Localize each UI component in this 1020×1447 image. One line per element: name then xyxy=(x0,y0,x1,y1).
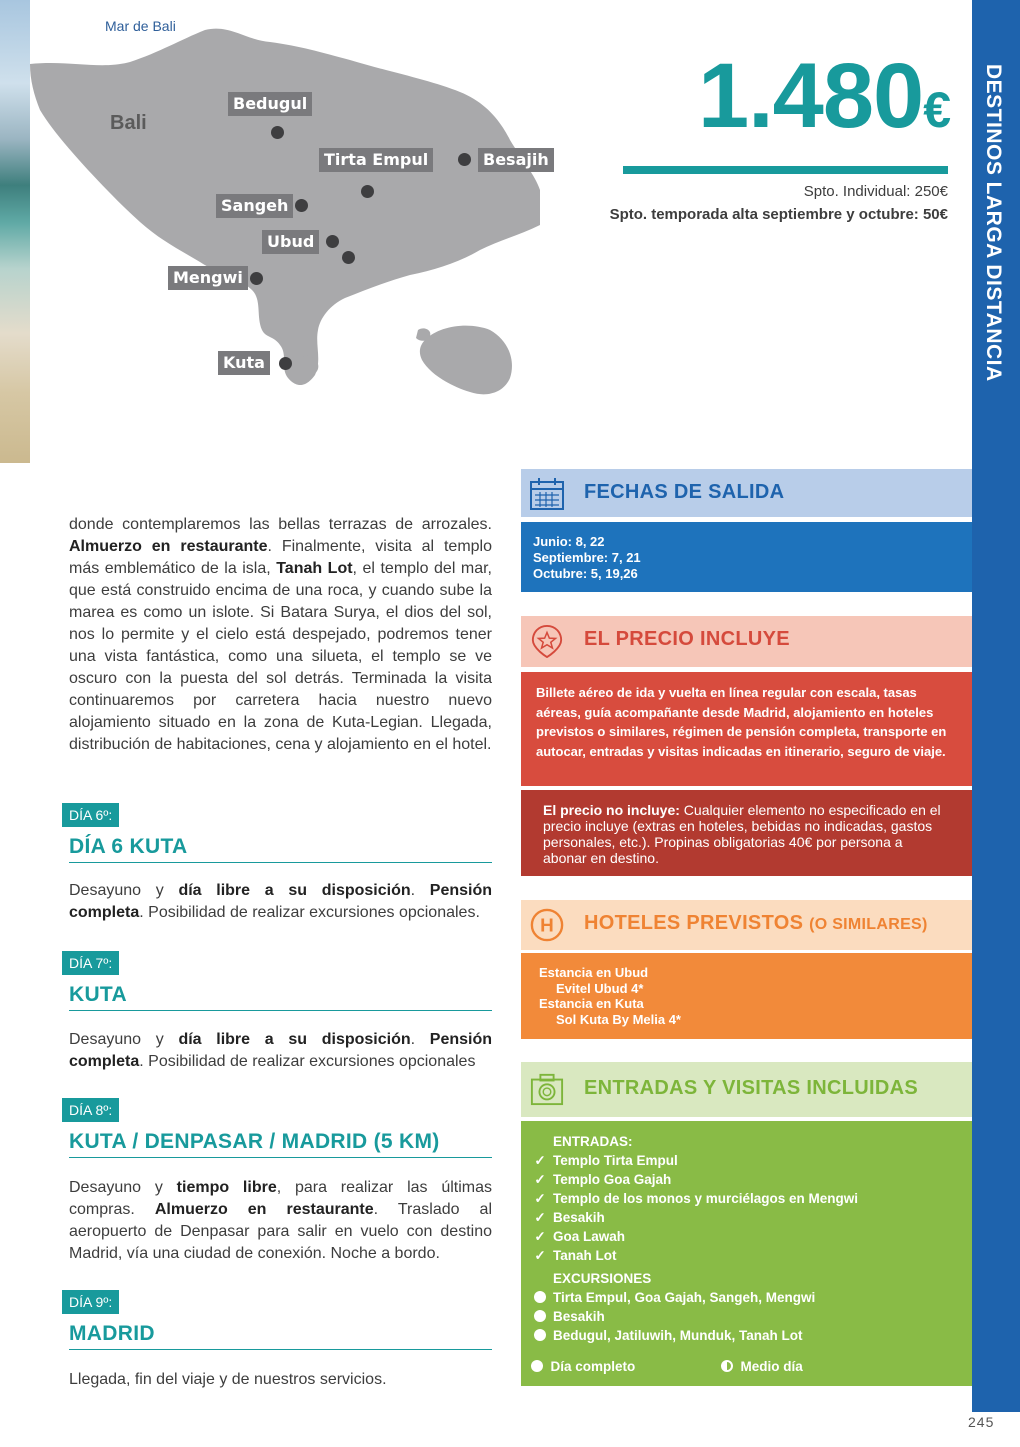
day-paragraph xyxy=(69,1177,492,1265)
dates-header xyxy=(521,469,972,517)
list-item xyxy=(531,1288,962,1307)
excursions-label: EXCURSIONES xyxy=(553,1271,652,1286)
excursion-name: Tirta Empul, Goa Gajah, Sangeh, Mengwi xyxy=(553,1290,816,1305)
list-item xyxy=(531,1151,962,1170)
island-label: Bali xyxy=(110,112,147,134)
price-amount: 1.480 xyxy=(697,45,924,147)
text: , el templo del mar, que está construido encima de una roca, y cuando sube la marea es como un islote. Si Batara Surya, el dios del sol, nos lo permite y el cielo está despejado, podremos tener una vista fantástica, como una silueta, el templo se ve oscuro con la puesta del sol detrás. Terminada la visita continuaremos por carretera hacia nuestro nuevo alojamiento situado en la zona de Kuta-Legian. Llegada, distribución de habitaciones, cena y alojamiento en el hotel. xyxy=(69,560,493,753)
entry-name: Goa Lawah xyxy=(553,1229,626,1244)
side-band-text xyxy=(972,0,1020,400)
bold-text: Almuerzo en restaurante xyxy=(69,538,268,555)
entry-name: Templo de los monos y murciélagos en Mengwi xyxy=(553,1191,859,1206)
day-title: MADRID xyxy=(69,1322,492,1350)
hotels-title xyxy=(584,912,928,935)
supplement-high-season: Spto. temporada alta septiembre y octubre: 50€ xyxy=(609,206,948,223)
visits-panel xyxy=(521,1121,972,1386)
price-currency: € xyxy=(923,82,950,138)
text: donde contemplaremos las bellas terrazas de arrozales. xyxy=(69,516,492,533)
bold-text: día libre a su disposición xyxy=(178,882,411,899)
camera-icon xyxy=(529,1072,565,1106)
text: Desayuno y xyxy=(69,1031,179,1048)
day-title: KUTA xyxy=(69,983,492,1011)
calendar-icon xyxy=(529,477,565,511)
price-divider xyxy=(623,166,948,174)
map-marker-besakih xyxy=(458,153,471,166)
list-item xyxy=(531,1227,962,1246)
entry-name: Templo Tirta Empul xyxy=(553,1153,678,1168)
map-label-mengwi: Mengwi xyxy=(168,266,248,290)
visits-header xyxy=(521,1062,972,1117)
not-included-panel xyxy=(521,790,972,876)
text: Desayuno y xyxy=(69,882,179,899)
entry-name: Besakih xyxy=(553,1210,605,1225)
not-included-text: Cualquier elemento no especificado en el precio incluye (extras en hoteles, bebidas no indicadas, gastos personales, etc.). Propinas obligatorias 40€ por persona a abonar en destino. xyxy=(543,802,941,866)
map-label-sangeh: Sangeh xyxy=(216,194,293,218)
check-icon: ✓ xyxy=(534,1191,546,1206)
hotel-line: Estancia en Ubud xyxy=(539,965,649,980)
day-tag: DÍA 9º: xyxy=(62,1290,119,1314)
map-marker-sangeh xyxy=(295,199,308,212)
includes-title: EL PRECIO INCLUYE xyxy=(584,628,790,650)
hotel-line: Estancia en Kuta xyxy=(539,996,644,1011)
legend-full-label: Día completo xyxy=(550,1359,636,1374)
day-tag: DÍA 6º: xyxy=(62,803,119,827)
map-label-tirta-empul: Tirta Empul xyxy=(319,148,433,172)
day-tag: DÍA 7º: xyxy=(62,951,119,975)
check-icon: ✓ xyxy=(534,1229,546,1244)
date-line: Septiembre: 7, 21 xyxy=(533,550,641,565)
map-marker-mengwi xyxy=(250,272,263,285)
day-title: DÍA 6 KUTA xyxy=(69,835,492,863)
text: . Traslado al aeropuerto de Denpasar para salir en vuelo con destino Madrid, vía una ciudad de conexión. Noche a bordo. xyxy=(69,1201,493,1262)
bold-text: Tanah Lot xyxy=(276,560,353,577)
map-marker-ubud xyxy=(326,235,339,248)
map-label-ubud: Ubud xyxy=(262,230,319,254)
day-paragraph xyxy=(69,1369,492,1391)
hotel-line: Evitel Ubud 4* xyxy=(556,980,644,996)
day-paragraph xyxy=(69,880,492,924)
bold-text: Almuerzo en restaurante xyxy=(154,1201,374,1218)
legend-half-label: Medio día xyxy=(740,1359,803,1374)
hotels-title-main: HOTELES PREVISTOS xyxy=(584,912,804,934)
list-item xyxy=(531,1170,962,1189)
hotel-h-icon xyxy=(529,908,565,942)
intro-paragraph xyxy=(69,514,492,756)
check-icon: ✓ xyxy=(534,1210,546,1225)
map-marker-goa-gajah xyxy=(342,251,355,264)
list-item xyxy=(531,1326,962,1345)
full-day-marker xyxy=(531,1326,549,1345)
half-day-icon xyxy=(721,1360,733,1372)
map-label-kuta: Kuta xyxy=(218,351,270,375)
hotels-header xyxy=(521,900,972,950)
text: . Posibilidad de realizar excursiones opcionales xyxy=(139,1053,476,1070)
bold-text: tiempo libre xyxy=(176,1179,277,1196)
not-included-label: El precio no incluye: xyxy=(543,802,680,818)
full-day-icon xyxy=(531,1360,543,1372)
bold-text: Pensión completa xyxy=(69,882,493,921)
full-day-icon xyxy=(534,1310,546,1322)
beach-photo xyxy=(0,0,30,463)
list-item xyxy=(531,1189,962,1208)
excursion-name: Bedugul, Jatiluwih, Munduk, Tanah Lot xyxy=(553,1328,803,1343)
day-tag: DÍA 8º: xyxy=(62,1098,119,1122)
dates-panel xyxy=(521,522,972,592)
svg-text:H: H xyxy=(540,915,554,937)
day-title: KUTA / DENPASAR / MADRID (5 KM) xyxy=(69,1130,492,1158)
map-marker-tirta-empul xyxy=(361,185,374,198)
list-item xyxy=(531,1307,962,1326)
full-day-marker xyxy=(531,1288,549,1307)
includes-header xyxy=(521,616,972,667)
full-day-icon xyxy=(534,1329,546,1341)
list-item xyxy=(531,1246,962,1265)
list-item xyxy=(531,1208,962,1227)
includes-panel: Billete aéreo de ida y vuelta en línea regular con escala, tasas aéreas, guía acompañante desde Madrid, alojamiento en hoteles previstos o similares, régimen de pensión completa, transporte en autocar, entradas y visitas indicadas en itinerario, seguro de viaje. xyxy=(521,672,972,786)
text: Llegada, fin del viaje y de nuestros servicios. xyxy=(69,1371,387,1388)
hotels-panel xyxy=(521,953,972,1039)
text: , para realizar las últimas compras. xyxy=(69,1179,493,1218)
date-line: Junio: 8, 22 xyxy=(533,534,605,549)
visits-title: ENTRADAS Y VISITAS INCLUIDAS xyxy=(584,1077,918,1099)
map-label-besakih: Besajih xyxy=(478,148,554,172)
bold-text: Pensión completa xyxy=(69,1031,493,1070)
map-marker-bedugul xyxy=(271,126,284,139)
text: . Finalmente, visita al templo más emblemático de la isla, xyxy=(69,538,493,577)
bold-text: día libre a su disposición xyxy=(178,1031,411,1048)
text: . xyxy=(410,882,430,899)
map-marker-kuta xyxy=(279,357,292,370)
text: . xyxy=(410,1031,430,1048)
date-line: Octubre: 5, 19,26 xyxy=(533,566,638,581)
text: . Posibilidad de realizar excursiones opcionales. xyxy=(139,904,480,921)
page-number: 245 xyxy=(968,1414,995,1430)
check-icon: ✓ xyxy=(534,1153,546,1168)
price xyxy=(560,45,950,147)
legend-half-day xyxy=(721,1357,803,1376)
full-day-icon xyxy=(534,1291,546,1303)
check-icon: ✓ xyxy=(534,1172,546,1187)
map-label-bedugul: Bedugul xyxy=(228,92,312,116)
section-name: DESTINOS LARGA DISTANCIA xyxy=(982,64,1005,382)
full-day-marker xyxy=(531,1307,549,1326)
day-paragraph xyxy=(69,1029,492,1073)
hotels-title-small: (O SIMILARES) xyxy=(809,916,928,933)
entries-label: ENTRADAS: xyxy=(553,1134,633,1149)
legend-full-day xyxy=(531,1357,635,1376)
star-badge-icon xyxy=(529,624,565,658)
sea-label: Mar de Bali xyxy=(105,18,176,34)
check-icon: ✓ xyxy=(534,1248,546,1263)
excursion-name: Besakih xyxy=(553,1309,605,1324)
entry-name: Tanah Lot xyxy=(553,1248,617,1263)
bali-map xyxy=(30,0,549,463)
supplement-individual: Spto. Individual: 250€ xyxy=(803,183,948,200)
text: Desayuno y xyxy=(69,1179,177,1196)
entry-name: Templo Goa Gajah xyxy=(553,1172,672,1187)
dates-title: FECHAS DE SALIDA xyxy=(584,481,785,503)
hotel-line: Sol Kuta By Melia 4* xyxy=(556,1011,681,1027)
